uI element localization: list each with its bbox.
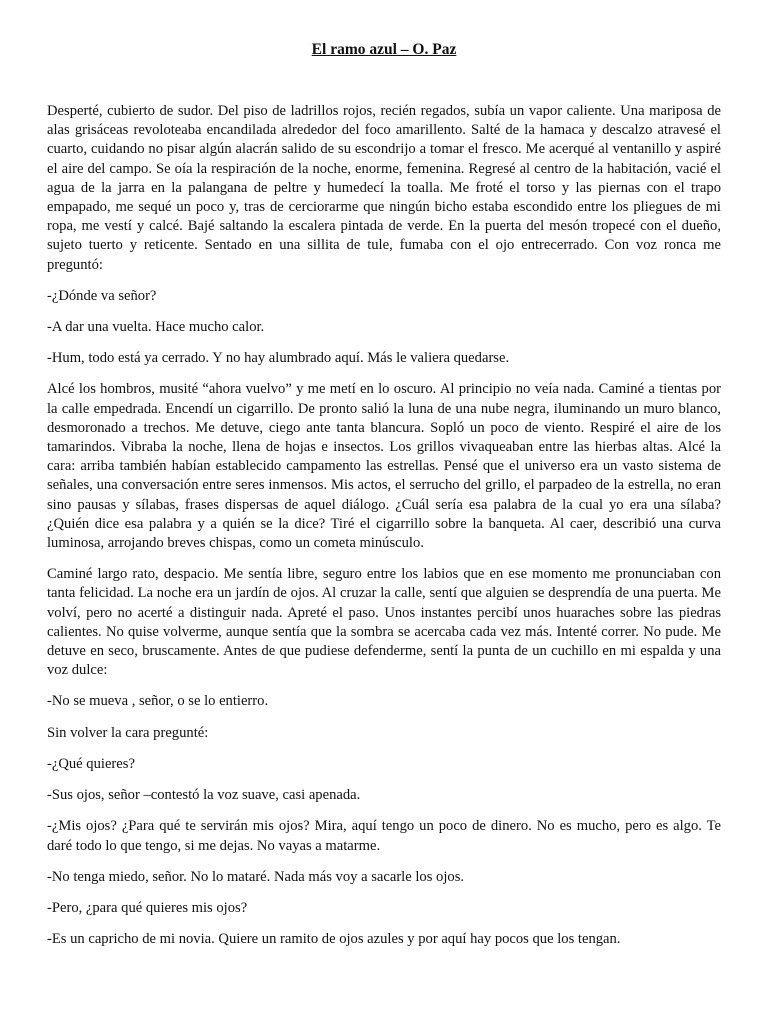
paragraph: -Sus ojos, señor –contestó la voz suave, casi apenada. (47, 787, 361, 804)
paragraph: -¿Mis ojos? ¿Para qué te servirán mis ojos? Mira, aquí tengo un poco de dinero. No es mucho, pero es algo. Te daré todo lo que tengo, si me dejas. No vayas a matarme. (47, 818, 721, 854)
paragraph: -A dar una vuelta. Hace mucho calor. (47, 319, 265, 336)
paragraph: Alcé los hombros, musité “ahora vuelvo” y me metí en lo oscuro. Al principio no veía nada. Caminé a tientas por la calle empedrada. Encendí un cigarrillo. De pronto salió la luna de una nube negra, iluminando un muro blanco, desmoronado a trechos. Me detuve, ciego ante tanta blancura. Sopló un poco de viento. Respiré el aire de los tamarindos. Vibraba la noche, llena de hojas e insectos. Los grillos vivaqueaban entre las hierbas altas. Alcé la cara: arriba también habían establecido campamento las estrellas. Pensé que el universo era un vasto sistema de señales, una conversación entre seres inmensos. Mis actos, el serrucho del grillo, el parpadeo de la estrella, no eran sino pausas y sílabas, frases dispersas de aquel diálogo. ¿Cuál sería esa palabra de la cual yo era una sílaba? ¿Quién dice esa palabra y a quién se la dice? Tiré el cigarrillo sobre la banqueta. Al caer, describió una curva luminosa, arrojando breves chispas, como un cometa minúsculo. (47, 381, 721, 552)
paragraph: -¿Dónde va señor? (47, 287, 157, 304)
paragraph: Caminé largo rato, despacio. Me sentía libre, seguro entre los labios que en ese momento me pronunciaban con tanta felicidad. La noche era un jardín de ojos. Al cruzar la calle, sentí que alguien se desprendía de una puerta. Me volví, pero no acerté a distinguir nada. Apreté el paso. Unos instantes percibí unos huaraches sobre las piedras calientes. No quise volverme, aunque sentía que la sombra se acercaba cada vez más. Intenté correr. No pude. Me detuve en seco, bruscamente. Antes de que pudiese defenderme, sentí la punta de un cuchillo en mi espalda y una voz dulce: (47, 566, 721, 679)
paragraph: -Hum, todo está ya cerrado. Y no hay alumbrado aquí. Más le valiera quedarse. (47, 350, 510, 367)
paragraph: -¿Qué quieres? (47, 755, 135, 772)
paragraph: -No se mueva , señor, o se lo entierro. (47, 693, 269, 710)
paragraph: -Es un capricho de mi novia. Quiere un ramito de ojos azules y por aquí hay pocos que los tengan. (47, 931, 621, 948)
document-title: El ramo azul – O. Paz (311, 41, 457, 58)
paragraph: Desperté, cubierto de sudor. Del piso de ladrillos rojos, recién regados, subía un vapor caliente. Una mariposa de alas grisáceas revoloteaba encandilada alrededor del foco amarillento. Salté de la hamaca y descalzo atravesé el cuarto, cuidando no pisar algún alacrán salido de su escondrijo a tomar el fresco. Me acerqué al ventanillo y aspiré el aire del campo. Se oía la respiración de la noche, enorme, femenina. Regresé al centro de la habitación, vacié el agua de la jarra en la palangana de peltre y humedecí la toalla. Me froté el torso y las piernas con el trapo empapado, me sequé un poco y, tras de cerciorarme que ningún bicho estaba escondido entre los pliegues de mi ropa, me vestí y calcé. Bajé saltando la escalera pintada de verde. En la puerta del mesón tropecé con el dueño, sujeto tuerto y reticente. Sentado en una sillita de tule, fumaba con el ojo entrecerrado. Con voz ronca me preguntó: (47, 103, 721, 273)
paragraph: -No tenga miedo, señor. No lo mataré. Nada más voy a sacarle los ojos. (47, 868, 465, 885)
paragraph: Sin volver la cara pregunté: (47, 724, 209, 741)
paragraph: -Pero, ¿para qué quieres mis ojos? (47, 899, 248, 916)
document-page (47, 40, 721, 961)
